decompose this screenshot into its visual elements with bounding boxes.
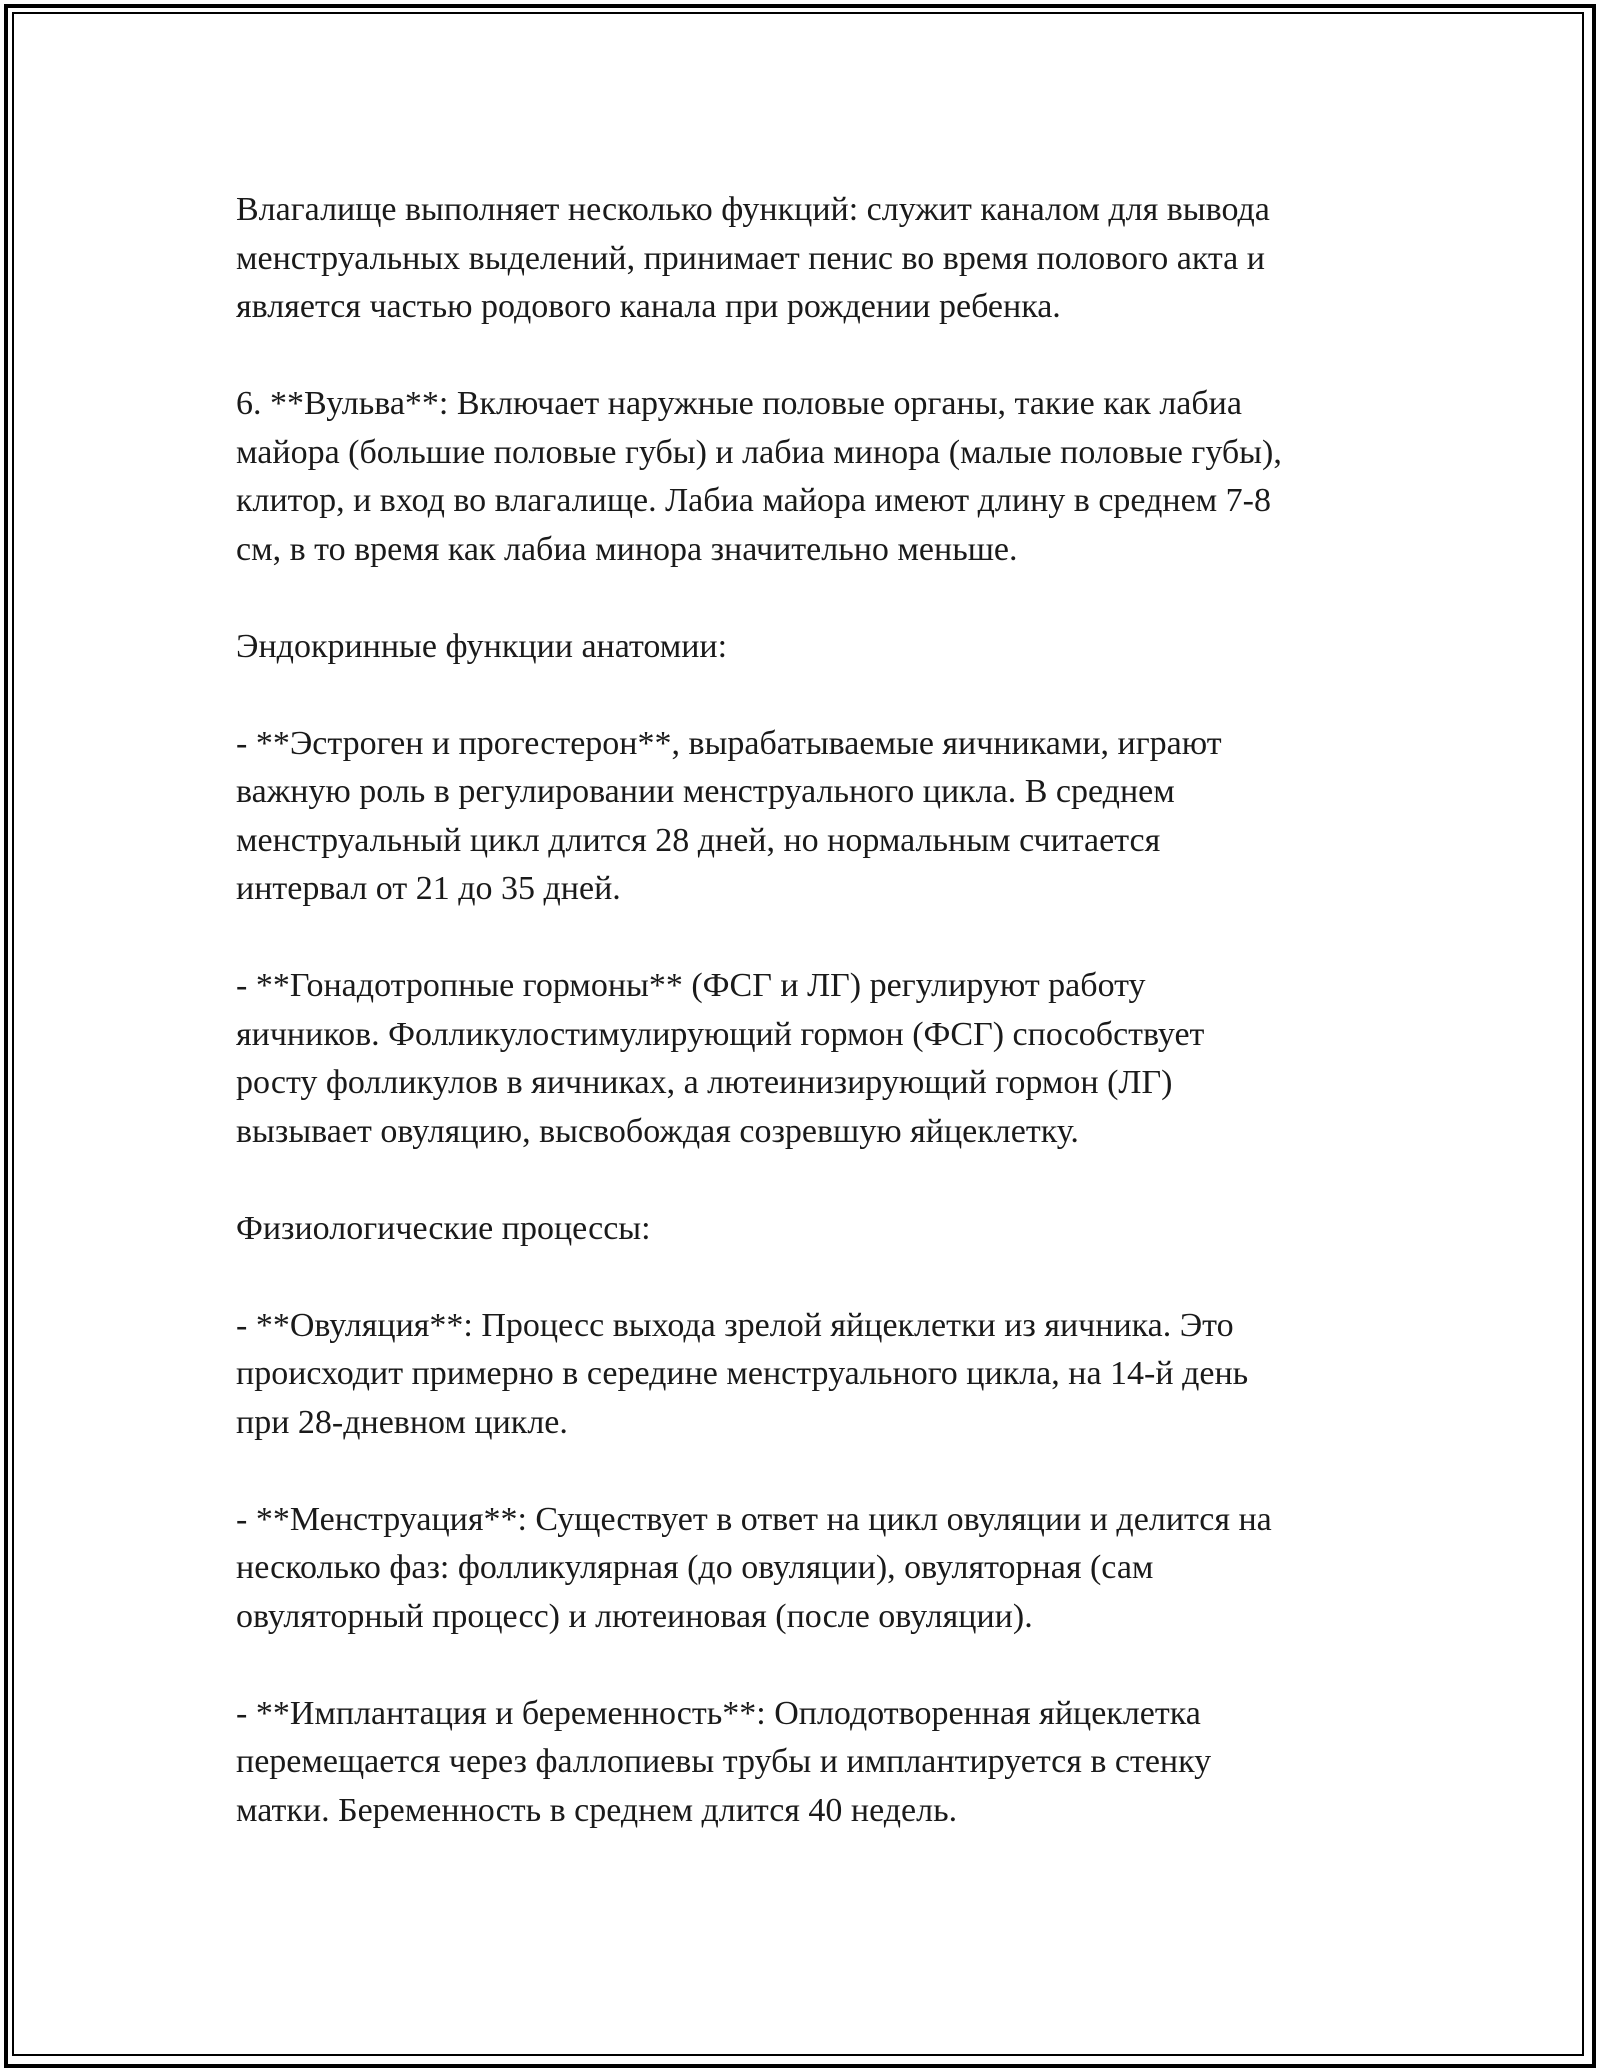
paragraph-ovulation: - **Овуляция**: Процесс выхода зрелой яйцеклетки из яичника. Это происходит примерно в середине менструального цикла, на 14-й день при 28-дневном цикле. bbox=[236, 1306, 1249, 1441]
document-body bbox=[236, 186, 1376, 1835]
paragraph-vagina-functions: Влагалище выполняет несколько функций: служит каналом для вывода менструальных выделений, принимает пенис во время полового акта и является частью родового канала при рождении ребенка. bbox=[236, 191, 1270, 325]
heading-endocrine-functions: Эндокринные функции анатомии: bbox=[236, 627, 728, 665]
paragraph-estrogen-progesterone: - **Эстроген и прогестерон**, вырабатываемые яичниками, играют важную роль в регулировании менструального цикла. В среднем менструальный цикл длится 28 дней, но нормальным считается интервал от 21 до 35 дней. bbox=[236, 724, 1222, 907]
paragraph-gonadotropic-hormones: - **Гонадотропные гормоны** (ФСГ и ЛГ) регулируют работу яичников. Фолликулостимулирующий гормон (ФСГ) способствует росту фолликулов в яичниках, а лютеинизирующий гормон (ЛГ) вызывает овуляцию, высвобождая созревшую яйцеклетку. bbox=[236, 967, 1205, 1150]
paragraph-vulva: 6. **Вульва**: Включает наружные половые органы, такие как лабиа майора (большие половые губы) и лабиа минора (малые половые губы), клитор, и вход во влагалище. Лабиа майора имеют длину в среднем 7-8 см, в то время как лабиа минора значительно меньше. bbox=[236, 385, 1282, 568]
paragraph-implantation-pregnancy: - **Имплантация и беременность**: Оплодотворенная яйцеклетка перемещается через фаллопиевы трубы и имплантируется в стенку матки. Беременность в среднем длится 40 недель. bbox=[236, 1694, 1212, 1829]
paragraph-menstruation: - **Менструация**: Существует в ответ на цикл овуляции и делится на несколько фаз: фолликулярная (до овуляции), овуляторная (сам овуляторный процесс) и лютеиновая (после овуляции). bbox=[236, 1500, 1272, 1635]
heading-physiological-processes: Физиологические процессы: bbox=[236, 1209, 651, 1247]
